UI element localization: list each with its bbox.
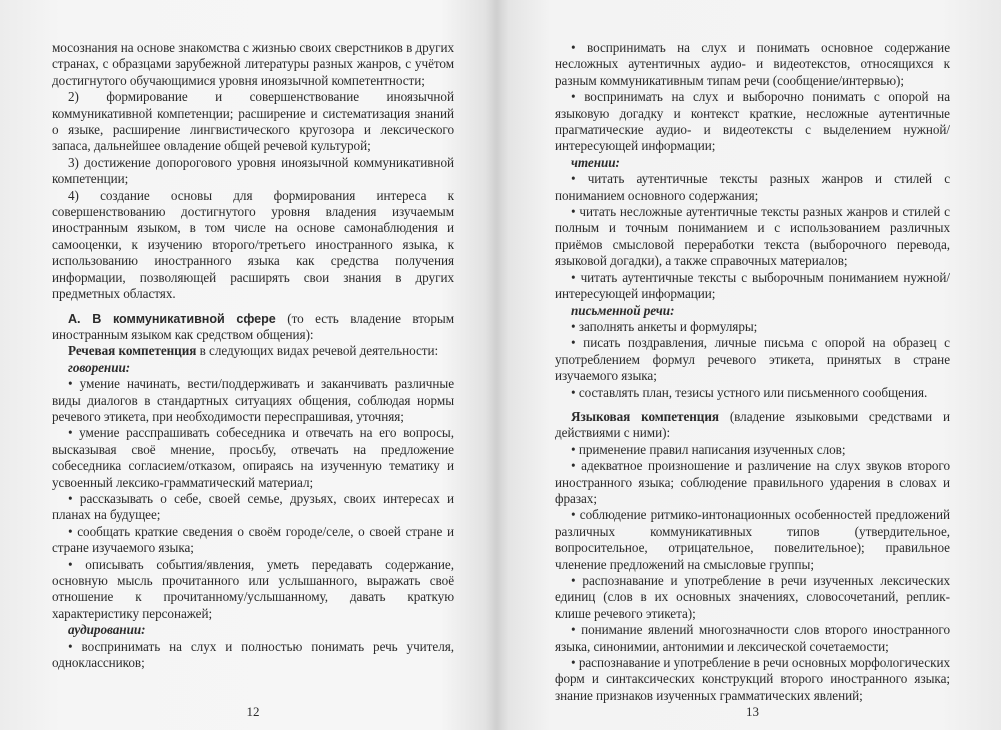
list-item: • адекватное произношение и различение на слух звуков второго иностранного языка; соблюдение правильного ударения в словах и фразах; [555,458,950,506]
subheading-speaking: говорении: [68,359,131,375]
paragraph: мосознания на основе знакомства с жизнью своих сверстников в других странах, с образцами зарубежной литературы разных жанров, с учётом достигнутого обучающимися уровня иноязычной компетентности; [52,40,454,88]
list-item: • заполнять анкеты и формуляры; [571,318,758,334]
speech-competence-paragraph [52,343,454,359]
list-item: • читать несложные аутентичные тексты разных жанров и стилей с полным и точным пониманием и с использованием различных приёмов смысловой переработки текста (выборочного перевода, языковой догадки), а также справочных материалов; [555,204,950,269]
list-item: • распознавание и употребление в речи основных морфологических форм и синтаксических конструкций второго иностранного языка; знание признаков изученных грамматических явлений; [555,655,950,703]
language-competence-paragraph [555,409,950,442]
list-item: • рассказывать о себе, своей семье, друзьях, своих интересах и планах на будущее; [52,490,454,523]
list-item: • читать аутентичные тексты с выборочным пониманием нужной/интересующей информации; [555,269,950,302]
section-heading: А. В коммуникативной сфере [68,311,276,326]
section-a-paragraph [52,311,454,344]
page-number: 12 [246,704,260,719]
list-item: • понимание явлений многозначности слов второго иностранного языка, синонимии, антонимии и лексической сочетаемости; [555,622,950,654]
left-page [52,40,454,720]
paragraph: 4) создание основы для формирования интереса к совершенствованию достигнутого уровня владения изучаемым иностранным языком, в том числе на основе самонаблюдения и самооценки, к изучению второго/третьего иностранного языка, к использованию иностранного языка как средства получения информации, позволяющей расширять свои знания в других предметных областях. [52,187,454,302]
left-page-text [52,40,454,671]
list-item: • умение начинать, вести/поддерживать и заканчивать различные виды диалогов в стандартных ситуациях общения, соблюдая нормы речевого этикета, при необходимости переспрашивая, уточняя; [52,376,454,424]
paragraph: 3) достижение допорогового уровня иноязычной коммуникативной компетенции; [52,154,454,187]
language-competence-rest: (владение языковыми средствами и действиями с ними): [555,408,950,441]
section-heading-rest: (то есть владение вторым иностранным языком как средством общения): [52,310,454,342]
list-item: • применение правил написания изученных слов; [571,441,846,457]
paragraph: 2) формирование и совершенствование иноязычной коммуникативной компетенции; расширение и систематизация знаний о языке, расширение лингвистического кругозора и лексического запаса, дальнейшее овладение общей речевой культурой; [52,89,454,154]
list-item: • соблюдение ритмико-интонационных особенностей предложений различных коммуникативных типов (утвердительное, вопросительное, отрицательное, повелительное); правильное членение предложений на смысловые группы; [555,507,950,572]
page-number: 13 [746,704,759,719]
list-item: • воспринимать на слух и полностью понимать речь учителя, одноклассников; [52,638,454,671]
right-page-text [555,40,950,704]
list-item: • читать аутентичные тексты разных жанров и стилей с пониманием основного содержания; [555,171,950,203]
speech-competence-heading: Речевая компетенция [68,343,197,359]
list-item: • воспринимать на слух и выборочно понимать с опорой на языковую догадку и контекст краткие, несложные аутентичные прагматические аудио- и видеотексты с выделением нужной/интересующей информации; [555,89,950,154]
language-competence-heading: Языковая компетенция [571,408,719,424]
list-item: • умение расспрашивать собеседника и отвечать на его вопросы, высказывая своё мнение, просьбу, отвечать на предложение собеседника согласием/отказом, опираясь на изученную тематику и усвоенный лексико-грамматический материал; [52,425,454,490]
list-item: • описывать события/явления, уметь передавать содержание, основную мысль прочитанного или услышанного, выражать своё отношение к прочитанному/услышанному, давать краткую характеристику персонажей; [52,556,454,621]
subheading-listening: аудировании: [68,622,146,638]
right-page [555,40,950,720]
list-item: • распознавание и употребление в речи изученных лексических единиц (слов в их основных значениях, словосочетаний, реплик-клише речевого этикета); [555,573,950,621]
list-item: • воспринимать на слух и понимать основное содержание несложных аутентичных аудио- и видеотекстов, относящихся к разным коммуникативным типам речи (сообщение/интервью); [555,40,950,88]
list-item: • составлять план, тезисы устного или письменного сообщения. [571,384,928,400]
list-item: • писать поздравления, личные письма с опорой на образец с употреблением формул речевого этикета, принятых в стране изучаемого языка; [555,335,950,384]
list-item: • сообщать краткие сведения о своём городе/селе, о своей стране и стране изучаемого языка; [52,523,454,556]
speech-competence-rest: в следующих видах речевой деятельности: [196,343,439,359]
subheading-reading: чтении: [571,154,620,170]
subheading-writing: письменной речи: [571,302,675,318]
